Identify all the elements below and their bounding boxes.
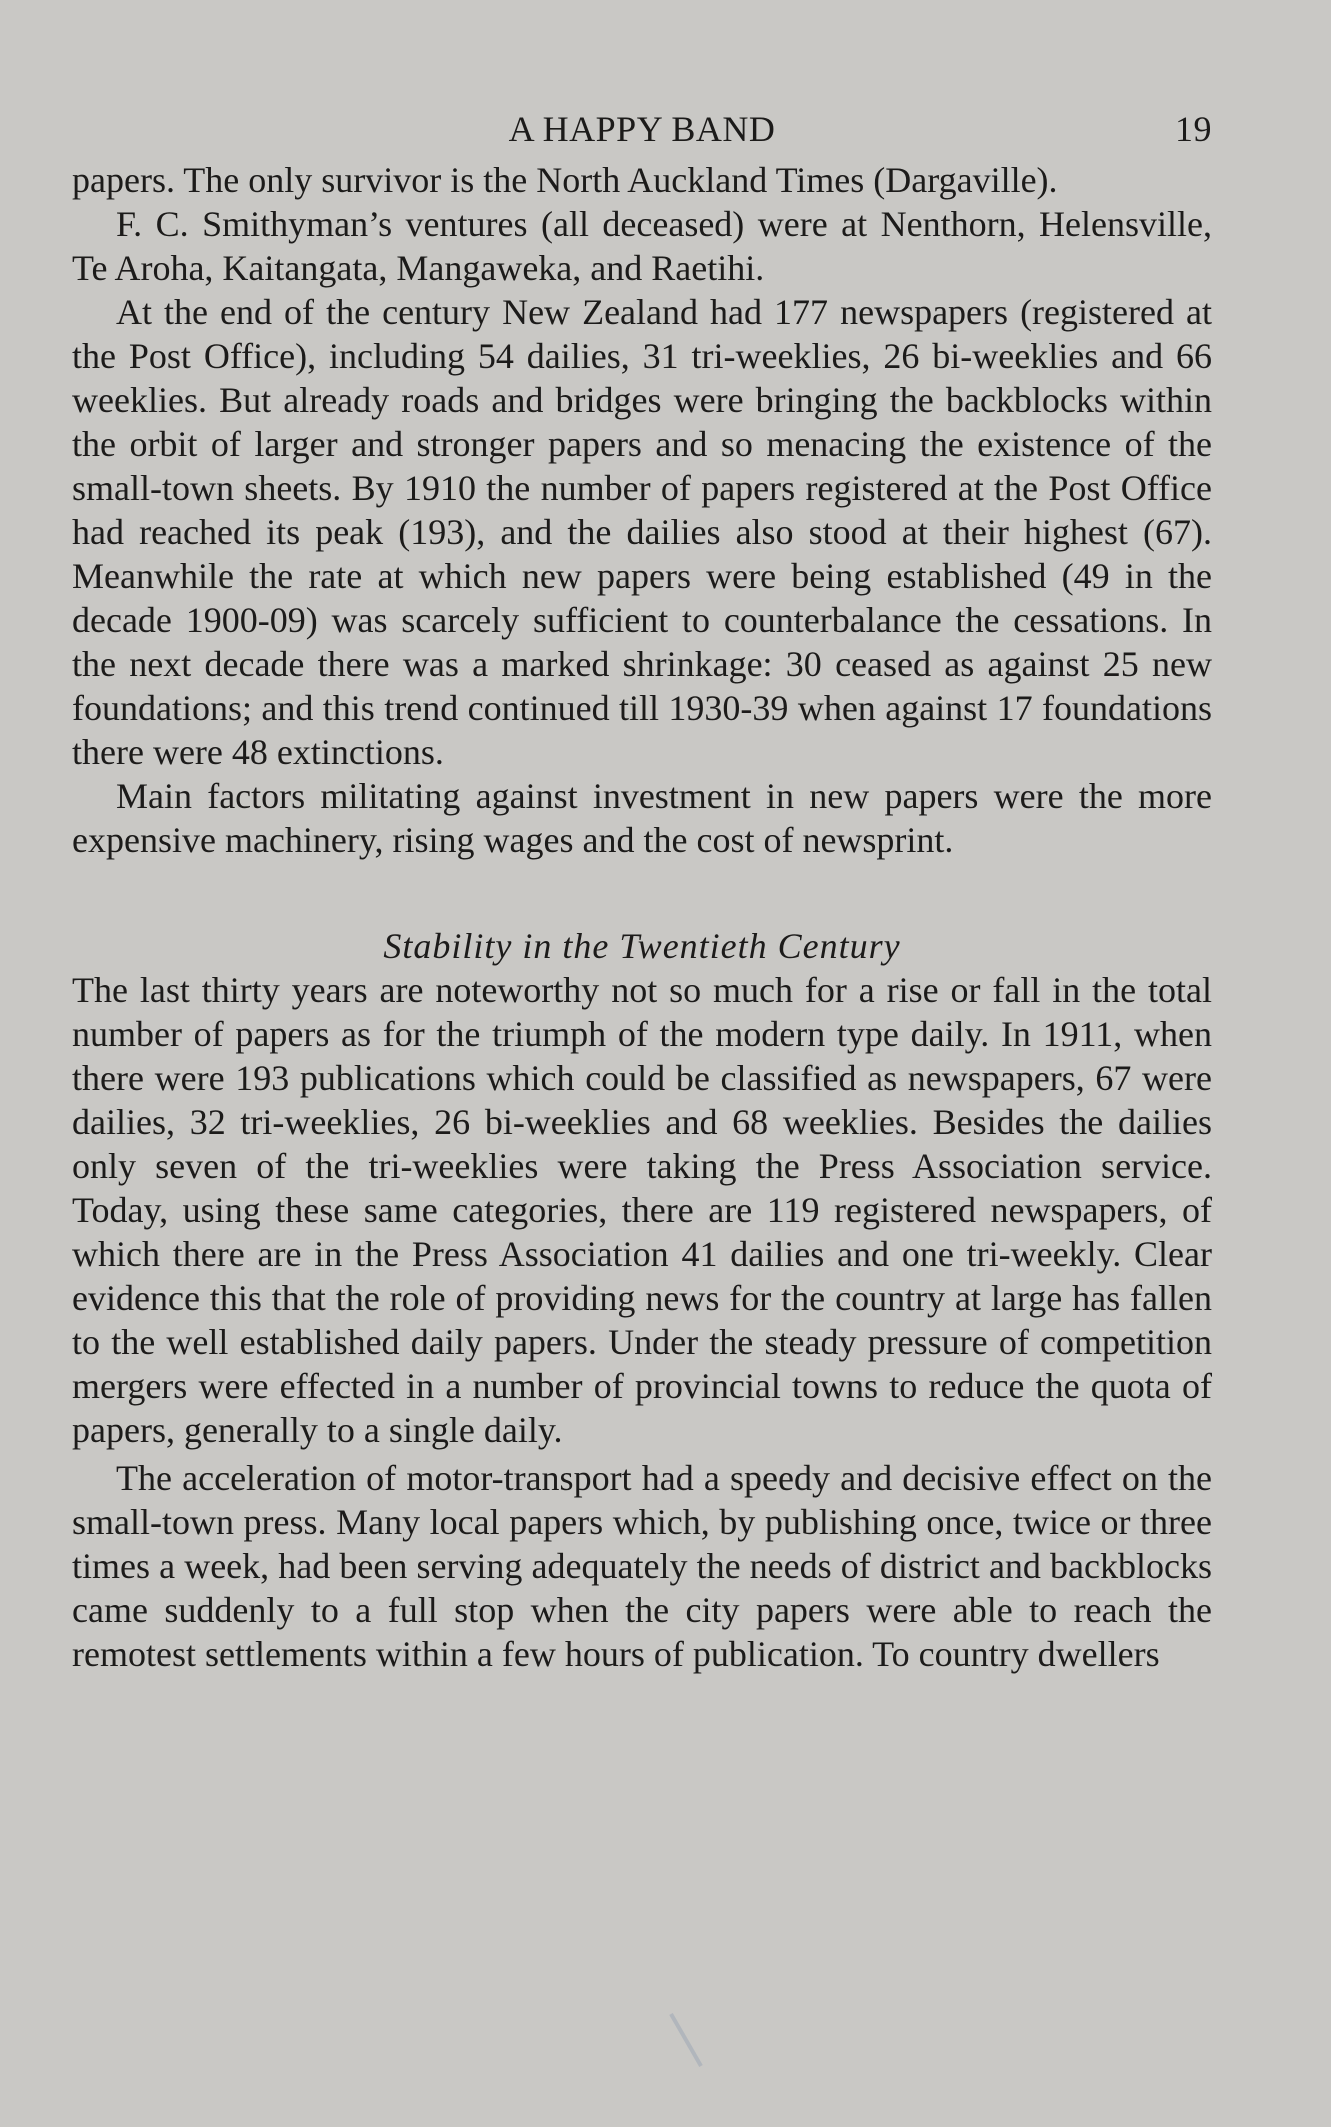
paragraph-continued: papers. The only survivor is the North Auckland Times (Dargaville). bbox=[72, 160, 1058, 200]
paragraph-motor-transport: The acceleration of motor-transport had a speedy and decisive effect on the small-town press. Many local papers which, by publishing once, twice or three times a week, had been serving adequately the needs of district and backblocks came suddenly to a full stop when the city papers were able to reach the remotest settlements within a few hours of publication. To country dwellers bbox=[72, 1458, 1212, 1674]
running-title: A HAPPY BAND bbox=[508, 109, 776, 149]
book-page bbox=[72, 108, 1212, 1676]
body-text bbox=[72, 158, 1212, 1676]
paragraph-main-factors: Main factors militating against investment in new papers were the more expensive machinery, rising wages and the cost of newsprint. bbox=[72, 776, 1212, 860]
scan-smudge bbox=[669, 2013, 702, 2067]
running-head bbox=[72, 108, 1212, 158]
section-heading: Stability in the Twentieth Century bbox=[383, 926, 901, 966]
paragraph-century-end: At the end of the century New Zealand had 177 newspapers (registered at the Post Office), including 54 dailies, 31 tri-weeklies, 26 bi-weeklies and 66 weeklies. But already roads and bridges were bringing the backblocks within the orbit of larger and stronger papers and so menacing the existence of the small-town sheets. By 1910 the number of papers registered at the Post Office had reached its peak (193), and the dailies also stood at their highest (67). Meanwhile the rate at which new papers were being established (49 in the decade 1900-09) was scarcely sufficient to counterbalance the cessations. In the next decade there was a marked shrinkage: 30 ceased as against 25 new foundations; and this trend continued till 1930-39 when against 17 foundations there were 48 extinctions. bbox=[72, 292, 1212, 772]
paragraph-last-thirty-years: The last thirty years are noteworthy not so much for a rise or fall in the total number of papers as for the triumph of the modern type daily. In 1911, when there were 193 publications which could be classified as newspapers, 67 were dailies, 32 tri-weeklies, 26 bi-weeklies and 68 weeklies. Besides the dailies only seven of the tri-weeklies were taking the Press Association service. Today, using these same categories, there are 119 registered newspapers, of which there are in the Press Association 41 dailies and one tri-weekly. Clear evidence this that the role of providing news for the country at large has fallen to the well established daily papers. Under the steady pressure of competition mergers were effected in a number of provincial towns to reduce the quota of papers, generally to a single daily. bbox=[72, 970, 1212, 1450]
page-number: 19 bbox=[1175, 109, 1212, 149]
paragraph-smithyman: F. C. Smithyman’s ventures (all deceased) were at Nenthorn, Helensville, Te Aroha, Kaitangata, Mangaweka, and Raetihi. bbox=[72, 204, 1212, 288]
